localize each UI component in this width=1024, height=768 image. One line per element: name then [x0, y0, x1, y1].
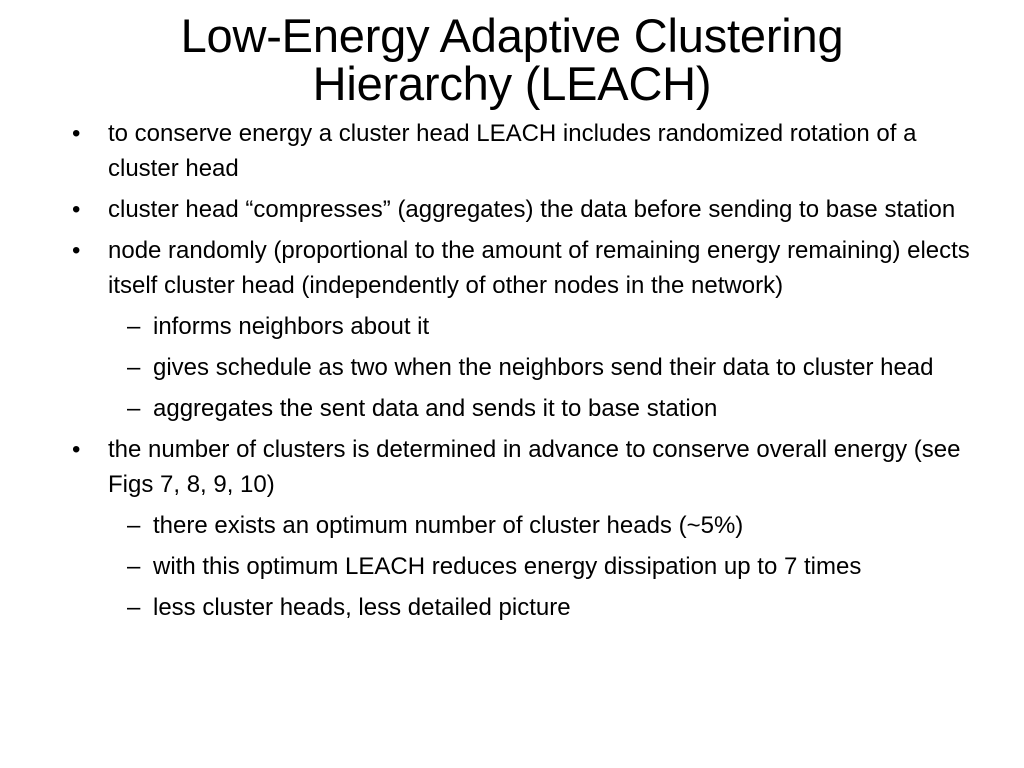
bullet-marker: •: [72, 120, 81, 147]
dash-marker: –: [127, 512, 141, 539]
bullet-marker: •: [72, 237, 81, 264]
sub-bullet-text: gives schedule as two when the neighbors send their data to cluster head: [153, 354, 934, 381]
bullet-item: [60, 432, 980, 502]
slide-title: [0, 9, 1024, 110]
sub-bullet-item: [60, 309, 980, 344]
bullet-list: [60, 116, 980, 625]
bullet-text: the number of clusters is determined in advance to conserve overall energy (see Figs 7, 8, 9, 10): [108, 436, 961, 498]
bullet-text: node randomly (proportional to the amount of remaining energy remaining) elects itself cluster head (independently of other nodes in the network): [108, 237, 970, 299]
bullet-item: [60, 192, 980, 227]
sub-bullet-text: less cluster heads, less detailed picture: [153, 594, 571, 621]
dash-marker: –: [127, 553, 141, 580]
bullet-text: cluster head “compresses” (aggregates) the data before sending to base station: [108, 196, 956, 223]
dash-marker: –: [127, 354, 141, 381]
bullet-marker: •: [72, 436, 81, 463]
sub-bullet-item: [60, 391, 980, 426]
sub-bullet-text: with this optimum LEACH reduces energy dissipation up to 7 times: [153, 553, 862, 580]
bullet-marker: •: [72, 196, 81, 223]
sub-bullet-item: [60, 549, 980, 584]
sub-bullet-text: there exists an optimum number of cluster heads (~5%): [153, 512, 744, 539]
bullet-item: [60, 116, 980, 186]
slide-title-line-1: Low-Energy Adaptive Clustering: [180, 9, 844, 62]
sub-bullet-text: aggregates the sent data and sends it to base station: [153, 395, 718, 422]
sub-bullet-text: informs neighbors about it: [153, 313, 430, 340]
sub-bullet-item: [60, 350, 980, 385]
sub-bullet-item: [60, 508, 980, 543]
slide-title-line-2: Hierarchy (LEACH): [312, 57, 712, 110]
dash-marker: –: [127, 395, 141, 422]
bullet-item: [60, 233, 980, 303]
bullet-text: to conserve energy a cluster head LEACH includes randomized rotation of a cluster head: [108, 120, 917, 182]
sub-bullet-item: [60, 590, 980, 625]
dash-marker: –: [127, 313, 141, 340]
dash-marker: –: [127, 594, 141, 621]
